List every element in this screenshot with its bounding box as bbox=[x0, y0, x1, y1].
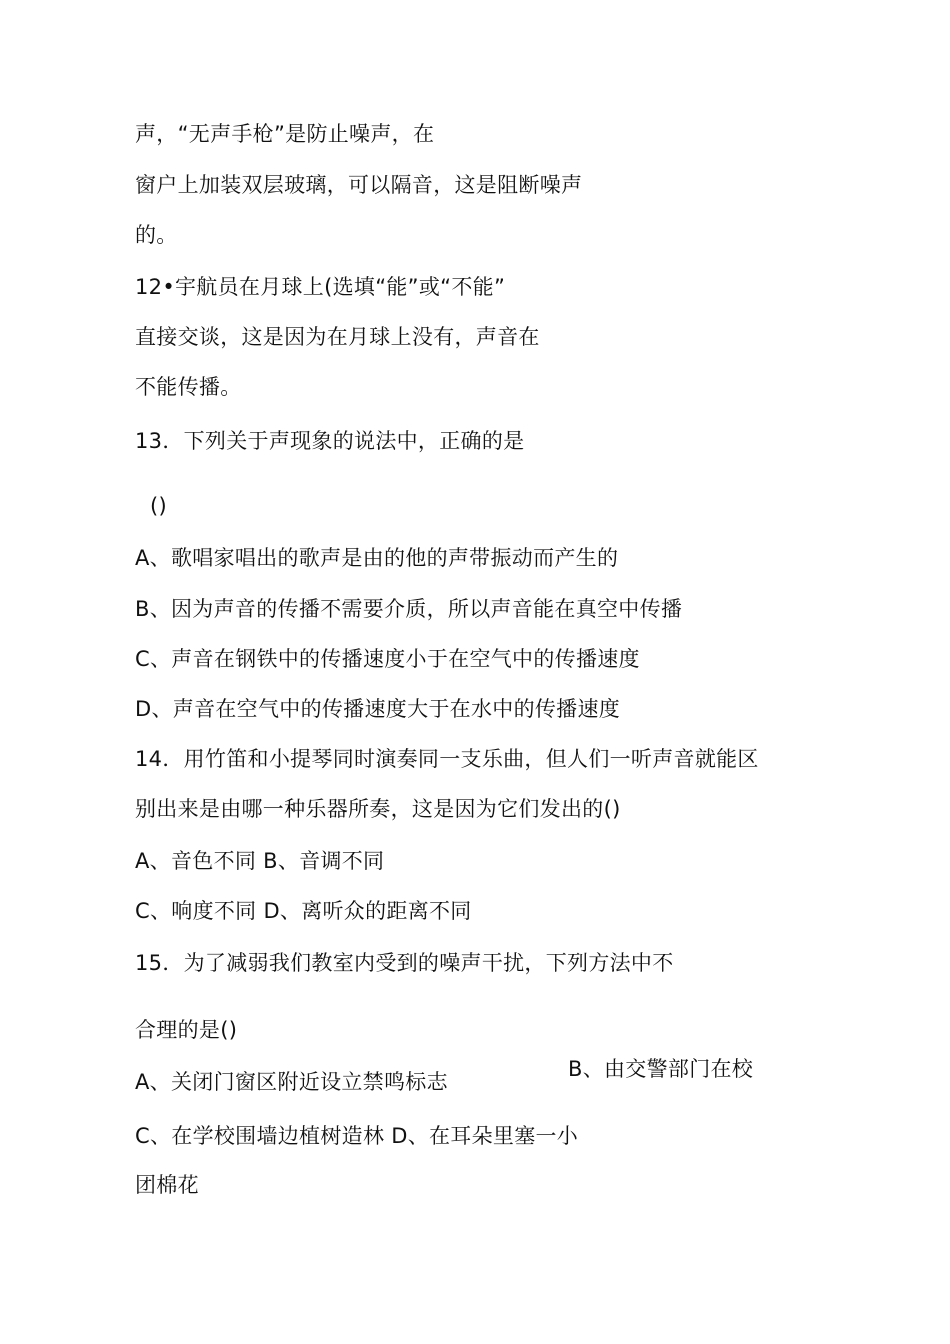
question-15-stem-line-2: 合理的是() bbox=[135, 1018, 238, 1042]
question-15-options-cd: C、在学校围墙边植树造林 D、在耳朵里塞一小 bbox=[135, 1124, 579, 1148]
question-15-option-d-continued: 团棉花 bbox=[135, 1173, 199, 1197]
question-13-stem: 13．下列关于声现象的说法中，正确的是 bbox=[135, 429, 525, 453]
question-15-option-b: B、由交警部门在校 bbox=[568, 1057, 754, 1081]
question-13-option-c: C、声音在钢铁中的传播速度小于在空气中的传播速度 bbox=[135, 647, 640, 671]
question-13-blank: () bbox=[150, 494, 167, 518]
text-line-1: 声，“无声手枪”是防止噪声，在 bbox=[135, 122, 435, 146]
question-13-option-d: D、声音在空气中的传播速度大于在水中的传播速度 bbox=[135, 697, 621, 721]
question-14-stem-line-2: 别出来是由哪一种乐器所奏，这是因为它们发出的() bbox=[135, 797, 621, 821]
question-14-options-ab: A、音色不同 B、音调不同 bbox=[135, 849, 385, 873]
question-12-line-2: 直接交谈，这是因为在月球上没有，声音在 bbox=[135, 325, 540, 349]
question-12-line-1: 12•宇航员在月球上(选填“能”或“不能” bbox=[135, 275, 506, 299]
question-13-option-b: B、因为声音的传播不需要介质，所以声音能在真空中传播 bbox=[135, 597, 683, 621]
question-15-stem-line-1: 15．为了减弱我们教室内受到的噪声干扰，下列方法中不 bbox=[135, 951, 674, 975]
text-line-3: 的。 bbox=[135, 223, 178, 247]
question-15-option-a: A、关闭门窗区附近设立禁鸣标志 bbox=[135, 1070, 448, 1094]
question-13-option-a: A、歌唱家唱出的歌声是由的他的声带振动而产生的 bbox=[135, 546, 619, 570]
text-line-2: 窗户上加装双层玻璃，可以隔音，这是阻断噪声 bbox=[135, 173, 583, 197]
question-12-line-3: 不能传播。 bbox=[135, 375, 242, 399]
question-14-options-cd: C、响度不同 D、离听众的距离不同 bbox=[135, 899, 472, 923]
question-14-stem-line-1: 14．用竹笛和小提琴同时演奏同一支乐曲，但人们一听声音就能区 bbox=[135, 747, 759, 771]
